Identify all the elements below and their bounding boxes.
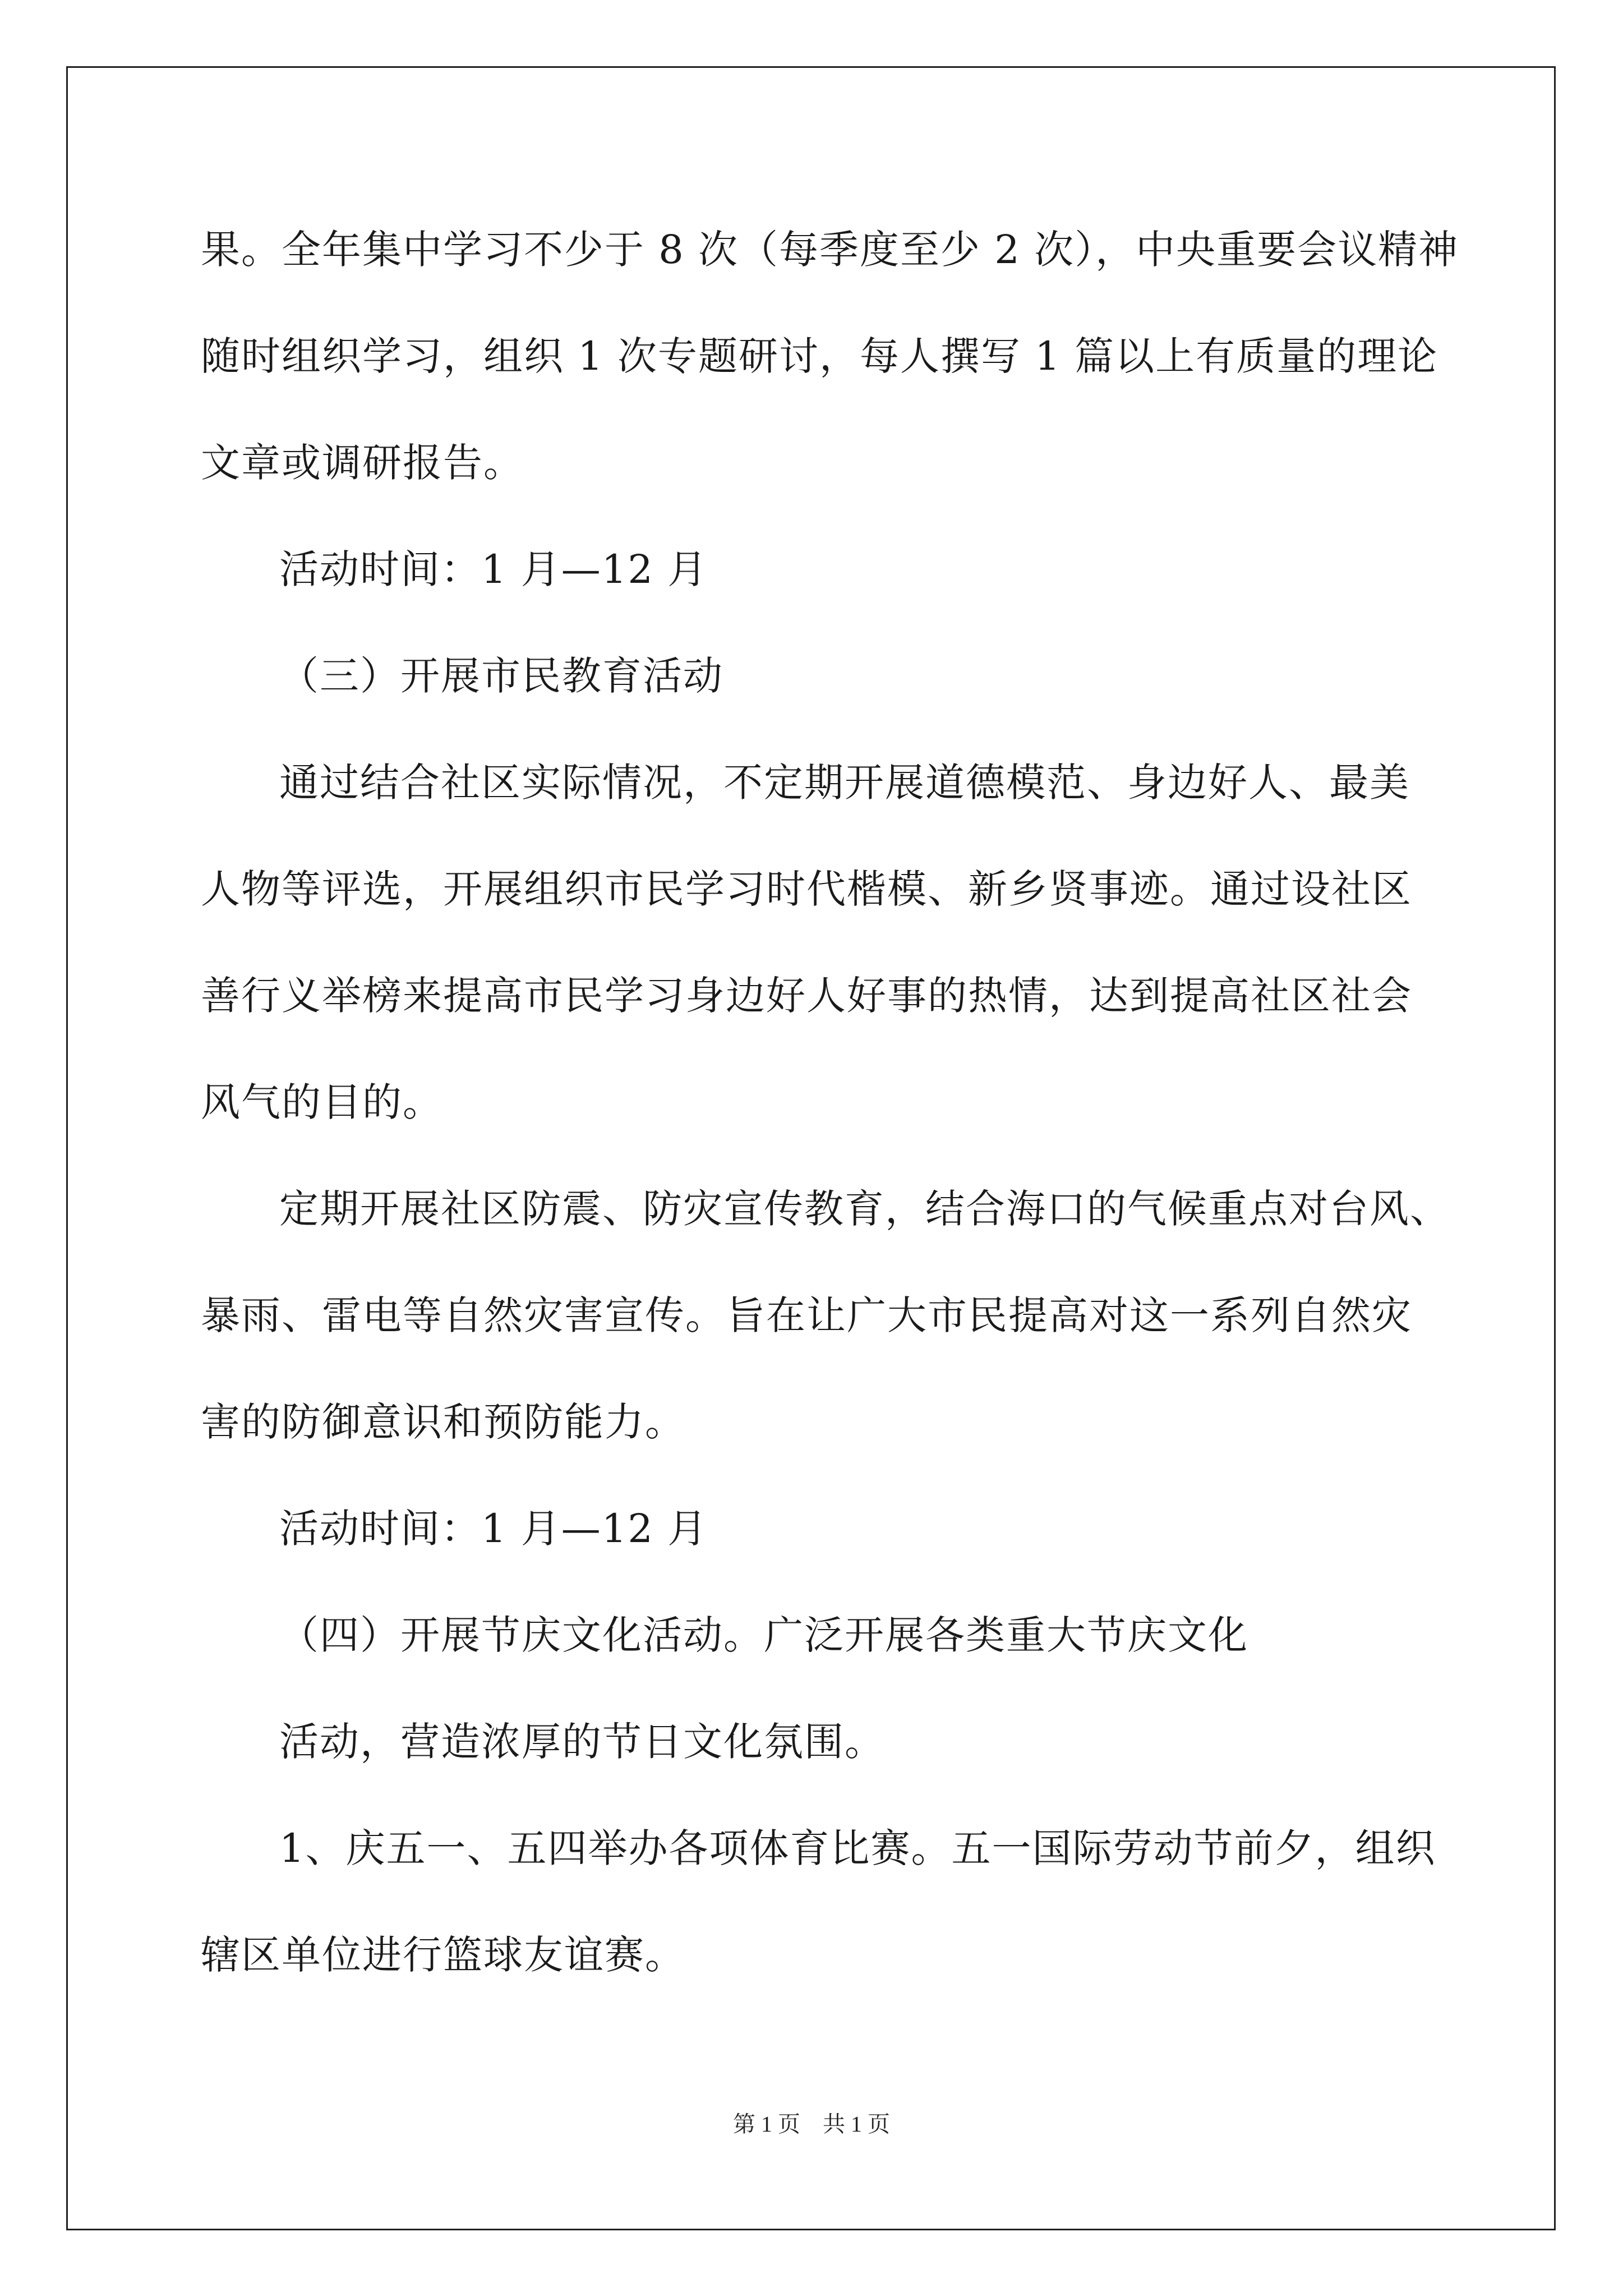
text-line: 通过结合社区实际情况，不定期开展道德模范、身边好人、最美 bbox=[279, 760, 1410, 806]
list-item: 1、庆五一、五四举办各项体育比赛。五一国际劳动节前夕，组织 bbox=[279, 1825, 1436, 1871]
text-line: 活动，营造浓厚的节日文化氛围。 bbox=[279, 1719, 885, 1765]
text-line: 文章或调研报告。 bbox=[201, 440, 524, 486]
text-line: 果。全年集中学习不少于 8 次（每季度至少 2 次），中央重要会议精神 bbox=[201, 227, 1459, 273]
text-line: 随时组织学习，组织 1 次专题研讨，每人撰写 1 篇以上有质量的理论 bbox=[201, 333, 1438, 379]
text-line: 定期开展社区防震、防灾宣传教育，结合海口的气候重点对台风、 bbox=[279, 1186, 1450, 1232]
text-line: 害的防御意识和预防能力。 bbox=[201, 1399, 685, 1445]
activity-time: 活动时间：1 月—12 月 bbox=[279, 1506, 708, 1552]
activity-time: 活动时间：1 月—12 月 bbox=[279, 546, 708, 592]
page-footer: 第 1 页 共 1 页 bbox=[733, 2111, 890, 2137]
text-line: 善行义举榜来提高市民学习身边好人好事的热情，达到提高社区社会 bbox=[201, 973, 1412, 1019]
section-heading: （四）开展节庆文化活动。广泛开展各类重大节庆文化 bbox=[279, 1612, 1248, 1658]
document-body bbox=[201, 224, 1457, 2036]
section-heading: （三）开展市民教育活动 bbox=[279, 653, 723, 699]
text-line: 辖区单位进行篮球友谊赛。 bbox=[201, 1932, 685, 1978]
text-line: 风气的目的。 bbox=[201, 1079, 443, 1125]
text-line: 人物等评选，开展组织市民学习时代楷模、新乡贤事迹。通过设社区 bbox=[201, 866, 1412, 912]
text-line: 暴雨、雷电等自然灾害宣传。旨在让广大市民提高对这一系列自然灾 bbox=[201, 1292, 1412, 1338]
